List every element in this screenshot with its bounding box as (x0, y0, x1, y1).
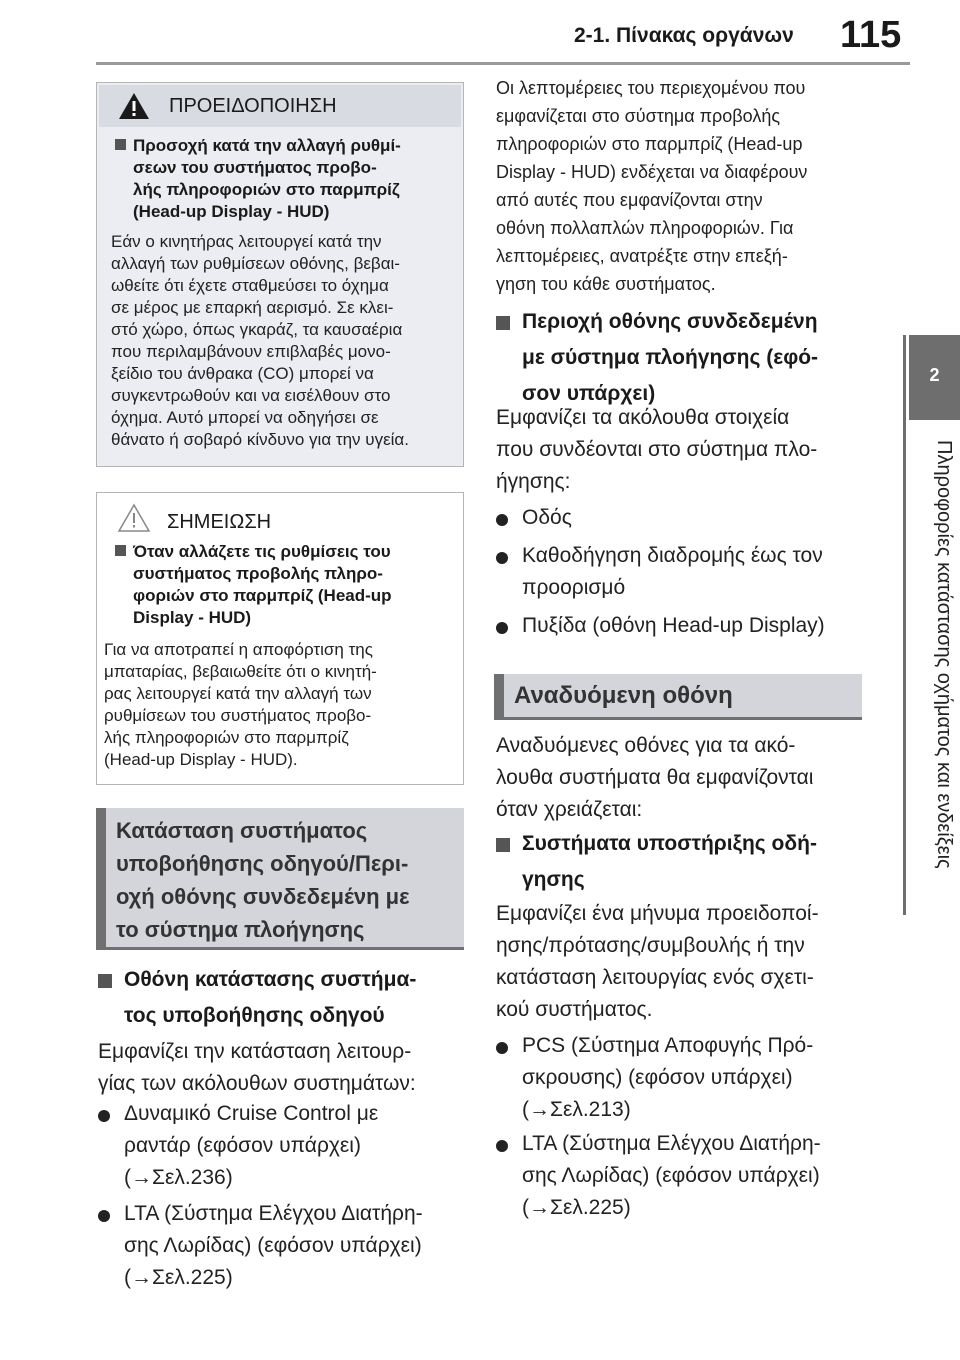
subheading-line: Συστήματα υποστήριξης οδή- (522, 832, 817, 855)
subheading-driver-assist-status (124, 962, 416, 1034)
section-bar-rule (96, 947, 464, 950)
bullet-lta-right (522, 1128, 821, 1224)
paragraph-line: οθόνη πολλαπλών πληροφοριών. Για (496, 218, 794, 238)
bullet-line: Καθοδήγηση διαδρομής έως τον (522, 544, 823, 567)
section-title: 2-1. Πίνακας οργάνων (574, 24, 794, 47)
subheading-line: με σύστημα πλοήγησης (εφό- (522, 346, 819, 369)
paragraph-line: λουθα συστήματα θα εμφανίζονται (496, 766, 814, 789)
bullet-dot-icon (496, 1140, 508, 1152)
warning-heading-line: Προσοχή κατά την αλλαγή ρυθμί- (133, 136, 401, 155)
subheading-line: γησης (522, 868, 585, 891)
warning-title: ΠΡΟΕΙΔΟΠΟΙΗΣΗ (169, 95, 337, 117)
navigation-intro (496, 402, 817, 498)
paragraph-line: Εμφανίζει ένα μήνυμα προειδοποί- (496, 902, 819, 925)
note-heading-line: Όταν αλλάζετε τις ρυθμίσεις του (133, 542, 391, 561)
bullet-line: σης Λωρίδας) (εφόσον υπάρχει) (124, 1234, 422, 1257)
support-intro (496, 898, 819, 1026)
note-body-line: ρυθμίσεων του συστήματος προβο- (104, 706, 372, 725)
square-bullet-icon (115, 139, 126, 150)
paragraph-line: Αναδυόμενες οθόνες για τα ακό- (496, 734, 796, 757)
chapter-tab-rule (903, 335, 906, 915)
warning-body-line: όχημα. Αυτό μπορεί να οδηγήσει σε (111, 408, 379, 427)
paragraph-line: που συνδέονται στο σύστημα πλο- (496, 438, 818, 461)
section-bar-line: το σύστημα πλοήγησης (116, 917, 365, 942)
paragraph-line: ήγησης: (496, 470, 571, 493)
warning-body-line: θάνατο ή σοβαρό κίνδυνο για την υγεία. (111, 430, 409, 449)
bullet-dot-icon (496, 514, 508, 526)
square-bullet-icon (115, 545, 126, 556)
left-intro (98, 1036, 416, 1100)
page-reference[interactable]: (→Σελ.236) (124, 1166, 233, 1189)
warning-body-line: στό χώρο, όπως γκαράζ, τα καυσαέρια (111, 320, 403, 339)
page-number: 115 (840, 14, 902, 56)
bullet-line: PCS (Σύστημα Αποφυγής Πρό- (522, 1034, 814, 1057)
square-bullet-icon (98, 974, 112, 988)
page-reference[interactable]: (→Σελ.225) (124, 1266, 233, 1289)
section-bar-line: οχή οθόνης συνδεδεμένη με (116, 884, 410, 909)
bullet-dot-icon (98, 1210, 110, 1222)
warning-heading-line: (Head-up Display - HUD) (133, 202, 330, 221)
note-body-line: μπαταρίας, βεβαιωθείτε ότι ο κινητή- (104, 662, 377, 681)
bullet-line: σης Λωρίδας) (εφόσον υπάρχει) (522, 1164, 820, 1187)
note-body-line: (Head-up Display - HUD). (104, 750, 298, 769)
bullet-compass (522, 610, 825, 642)
warning-body (111, 231, 409, 451)
note-body-line: Για να αποτραπεί η αποφόρτιση της (104, 640, 373, 659)
square-bullet-icon (496, 838, 510, 852)
note-heading-line: συστήματος προβολής πληρο- (133, 564, 383, 583)
warning-triangle-icon (117, 91, 151, 121)
note-heading (133, 541, 392, 629)
paragraph-line: κατάσταση λειτουργίας ενός σχετι- (496, 966, 814, 989)
paragraph-line: εμφανίζεται στο σύστημα προβολής (496, 106, 781, 126)
square-bullet-icon (496, 316, 510, 330)
bullet-route-guidance (522, 540, 823, 604)
note-heading-line: Display - HUD) (133, 608, 252, 627)
page-reference[interactable]: (→Σελ.213) (522, 1098, 631, 1121)
paragraph-line: από αυτές που εμφανίζονται στην (496, 190, 763, 210)
warning-heading (133, 135, 401, 223)
note-body-line: λής πληροφοριών στο παρμπρίζ (104, 728, 349, 747)
section-bar-line: υποβοήθησης οδηγού/Περι- (116, 851, 409, 876)
popup-intro (496, 730, 813, 826)
note-title: ΣΗΜΕΙΩΣΗ (167, 511, 272, 533)
bullet-cruise-control (124, 1098, 378, 1194)
bullet-lta (124, 1198, 423, 1294)
paragraph-line: όταν χρειάζεται: (496, 798, 643, 821)
warning-body-line: ξείδιο του άνθρακα (CO) μπορεί να (111, 364, 374, 383)
chapter-title: Πληροφορίες κατάστασης οχήματος και ενδείξεις (933, 440, 955, 869)
header-rule (96, 62, 910, 65)
warning-body-line: συγκεντρωθούν και να εισέλθουν στο (111, 386, 391, 405)
paragraph-line: Εμφανίζει την κατάσταση λειτουρ- (98, 1040, 412, 1063)
section-bar-rule (494, 717, 862, 720)
caution-triangle-icon (117, 503, 151, 533)
warning-body-line: αλλαγή των ρυθμίσεων οθόνης, βεβαι- (111, 254, 400, 273)
bullet-line: Πυξίδα (οθόνη Head-up Display) (522, 614, 825, 637)
paragraph-line: Οι λεπτομέρειες του περιεχομένου που (496, 78, 806, 98)
paragraph-line: κού συστήματος. (496, 998, 653, 1021)
section-bar-system-status (96, 808, 464, 948)
section-bar-line: Κατάσταση συστήματος (116, 818, 368, 843)
warning-body-line: σε μέρος με επαρκή αερισμό. Σε κλει- (111, 298, 394, 317)
bullet-dot-icon (496, 622, 508, 634)
subheading-line: σον υπάρχει) (522, 382, 656, 405)
note-heading-line: φοριών στο παρμπρίζ (Head-up (133, 586, 392, 605)
chapter-tab (909, 335, 960, 420)
paragraph-line: Εμφανίζει τα ακόλουθα στοιχεία (496, 406, 790, 429)
note-box (96, 492, 464, 785)
bullet-dot-icon (98, 1110, 110, 1122)
subheading-line: Περιοχή οθόνης συνδεδεμένη (522, 310, 818, 333)
warning-heading-line: σεων του συστήματος προβο- (133, 158, 377, 177)
bullet-line: LTA (Σύστημα Ελέγχου Διατήρη- (124, 1202, 423, 1225)
page-reference[interactable]: (→Σελ.225) (522, 1196, 631, 1219)
warning-header (99, 85, 461, 127)
chapter-number: 2 (929, 365, 940, 385)
warning-heading-line: λής πληροφοριών στο παρμπρίζ (133, 180, 400, 199)
paragraph-line: ησης/πρότασης/συμβουλής ή την (496, 934, 805, 957)
subheading-navigation-area (522, 304, 818, 412)
bullet-line: LTA (Σύστημα Ελέγχου Διατήρη- (522, 1132, 821, 1155)
subheading-driving-support (522, 826, 817, 898)
bullet-line: ραντάρ (εφόσον υπάρχει) (124, 1134, 361, 1157)
bullet-dot-icon (496, 552, 508, 564)
paragraph-line: γίας των ακόλουθων συστημάτων: (98, 1072, 416, 1095)
warning-body-line: Εάν ο κινητήρας λειτουργεί κατά την (111, 232, 382, 251)
section-bar-title: Αναδυόμενη οθόνη (514, 682, 733, 709)
paragraph-line: πληροφοριών στο παρμπρίζ (Head-up (496, 134, 803, 154)
bullet-dot-icon (496, 1042, 508, 1054)
warning-body-line: ωθείτε ότι έχετε σταθμεύσει το όχημα (111, 276, 389, 295)
note-body-line: ρας λειτουργεί κατά την αλλαγή των (104, 684, 372, 703)
paragraph-line: Display - HUD) ενδέχεται να διαφέρουν (496, 162, 808, 182)
subheading-line: Οθόνη κατάστασης συστήμα- (124, 968, 417, 991)
subheading-line: τος υποβοήθησης οδηγού (124, 1004, 385, 1027)
bullet-line: σκρουσης) (εφόσον υπάρχει) (522, 1066, 793, 1089)
right-intro (496, 74, 807, 298)
note-body (104, 639, 377, 771)
warning-body-line: που περιλαμβάνουν επιβλαβές μονο- (111, 342, 391, 361)
bullet-pcs (522, 1030, 813, 1126)
bullet-road (522, 502, 572, 534)
bullet-line: Οδός (522, 506, 572, 529)
section-bar-popup (494, 674, 862, 718)
warning-box (96, 82, 464, 467)
paragraph-line: λεπτομέρειες, ανατρέξτε στην επεξή- (496, 246, 788, 266)
bullet-line: Δυναμικό Cruise Control με (124, 1102, 379, 1125)
bullet-line: προορισμό (522, 576, 626, 599)
paragraph-line: γηση του κάθε συστήματος. (496, 274, 716, 294)
